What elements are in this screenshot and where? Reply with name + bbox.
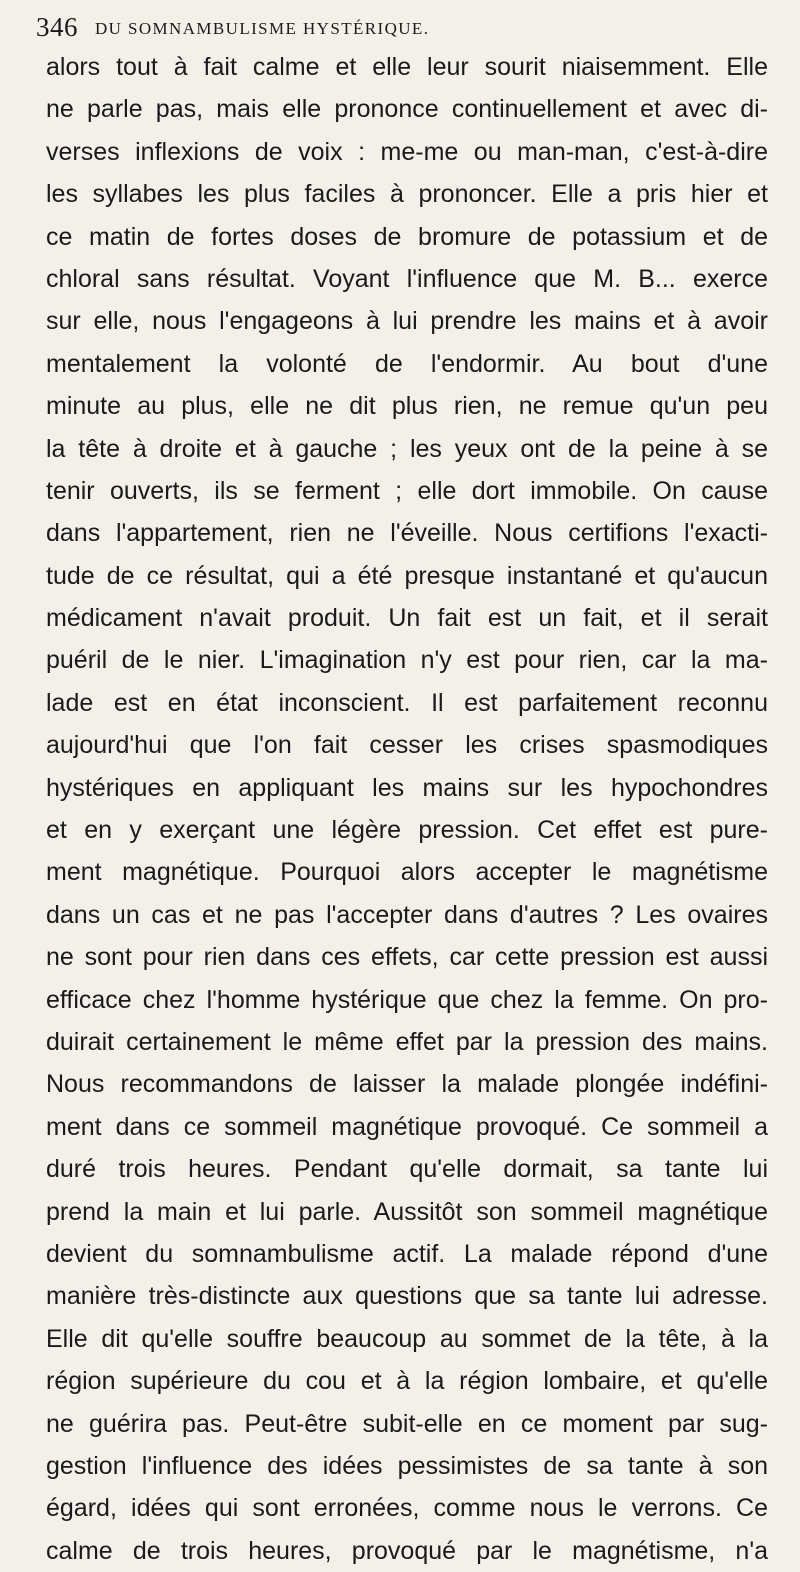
text-line: dans un cas et ne pas l'accepter dans d'autres ? Les ovaires — [46, 900, 768, 929]
text-line: verses inflexions de voix : me-me ou man-man, c'est-à-dire — [46, 137, 768, 166]
running-head — [36, 8, 776, 44]
text-line: égard, idées qui sont erronées, comme nous le verrons. Ce — [46, 1494, 768, 1523]
text-line: alors tout à fait calme et elle leur sourit niaisemment. Elle — [46, 53, 768, 81]
text-line: hystériques en appliquant les mains sur les hypochondres — [46, 773, 768, 802]
text-line: ce matin de fortes doses de bromure de potassium et de — [46, 222, 768, 251]
text-line: calme de trois heures, provoqué par le magnétisme, n'a — [46, 1536, 768, 1565]
text-line: et en y exerçant une légère pression. Cet effet est pure- — [46, 816, 768, 845]
text-line: les syllabes les plus faciles à prononcer. Elle a pris hier et — [46, 180, 768, 209]
text-line: mentalement la volonté de l'endormir. Au bout d'une — [46, 349, 768, 378]
text-line: tude de ce résultat, qui a été presque instantané et qu'aucun — [46, 561, 768, 590]
text-line: minute au plus, elle ne dit plus rien, ne remue qu'un peu — [46, 392, 768, 421]
text-line: sur elle, nous l'engageons à lui prendre les mains et à avoir — [46, 307, 768, 336]
text-line: lade est en état inconscient. Il est parfaitement reconnu — [46, 688, 768, 717]
text-line: manière très-distincte aux questions que sa tante lui adresse. — [46, 1282, 768, 1311]
text-line: chloral sans résultat. Voyant l'influence que M. B... exerce — [46, 264, 768, 293]
running-title: DU SOMNAMBULISME HYSTÉRIQUE. — [95, 19, 430, 38]
text-line: aujourd'hui que l'on fait cesser les crises spasmodiques — [46, 731, 768, 760]
text-line: la tête à droite et à gauche ; les yeux ont de la peine à se — [46, 434, 768, 463]
text-line: ment dans ce sommeil magnétique provoqué. Ce sommeil a — [46, 1112, 768, 1141]
text-line: Elle dit qu'elle souffre beaucoup au sommet de la tête, à la — [46, 1324, 768, 1353]
text-line: prend la main et lui parle. Aussitôt son sommeil magnétique — [46, 1197, 768, 1226]
text-line: gestion l'influence des idées pessimistes de sa tante à son — [46, 1451, 768, 1480]
text-line: duré trois heures. Pendant qu'elle dormait, sa tante lui — [46, 1155, 768, 1184]
text-line: devient du somnambulisme actif. La malade répond d'une — [46, 1239, 768, 1268]
text-line: ment magnétique. Pourquoi alors accepter le magnétisme — [46, 858, 768, 887]
text-line: duirait certainement le même effet par la pression des mains. — [46, 1027, 768, 1056]
text-line: efficace chez l'homme hystérique que chez la femme. On pro- — [46, 985, 768, 1014]
text-line: région supérieure du cou et à la région lombaire, et qu'elle — [46, 1367, 768, 1396]
text-line: médicament n'avait produit. Un fait est un fait, et il serait — [46, 604, 768, 633]
page-number: 346 — [36, 12, 78, 42]
text-line: tenir ouverts, ils se ferment ; elle dort immobile. On cause — [46, 476, 768, 505]
text-line: Nous recommandons de laisser la malade plongée indéfini- — [46, 1070, 768, 1099]
text-line: ne guérira pas. Peut-être subit-elle en ce moment par sug- — [46, 1409, 768, 1438]
body-text — [46, 46, 768, 1572]
text-line: puéril de le nier. L'imagination n'y est pour rien, car la ma- — [46, 646, 768, 675]
text-line: ne parle pas, mais elle prononce continuellement et avec di- — [46, 95, 768, 124]
text-line: dans l'appartement, rien ne l'éveille. Nous certifions l'exacti- — [46, 519, 768, 548]
text-line: ne sont pour rien dans ces effets, car cette pression est aussi — [46, 943, 768, 972]
